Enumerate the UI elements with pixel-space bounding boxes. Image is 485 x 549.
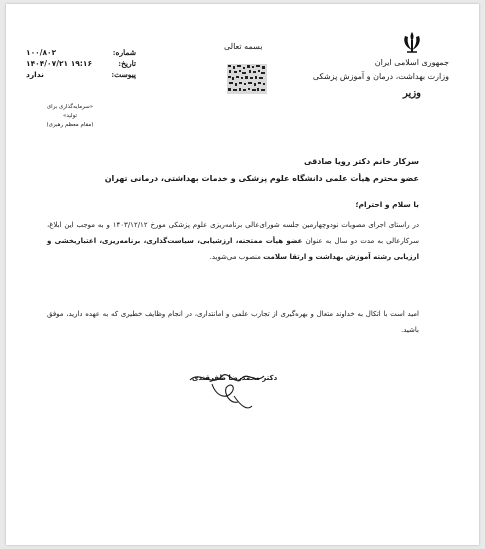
letter-date-label: تاریخ: — [118, 59, 136, 68]
letter-date-row — [26, 58, 136, 69]
barcode-icon — [227, 64, 267, 94]
letter-number-row — [26, 47, 136, 58]
body-text-part1: در راستای اجرای مصوبات نودوچهارمین جلسه شورای‌عالی برنامه‌ریزی علوم پزشکی مورخ ۱۴۰۳/۱۲/۱۲ و به موجب این ابلاغ، سرکارعالی به مدت دو سال به عنوان — [47, 221, 419, 245]
signer-name: دکتر محمدرضا ظفرقندی — [192, 374, 278, 382]
ministry-name-line1: جمهوری اسلامی ایران — [374, 58, 449, 67]
ministry-name-line2: وزارت بهداشت، درمان و آموزش پزشکی — [312, 72, 449, 81]
bismillah-header: بسمه تعالی — [224, 42, 263, 51]
year-slogan — [40, 103, 100, 130]
body-text-part2: منصوب می‌شوید. — [209, 253, 264, 261]
body-paragraph-1 — [47, 217, 419, 265]
minister-title: وزیر — [403, 88, 421, 99]
letter-attachment-label: پیوست: — [111, 70, 136, 79]
salutation: با سلام و احترام؛ — [355, 200, 419, 209]
body-text-role: عضو هیأت ممتحنه، ارزشیابی، سیاست‌گذاری، برنامه‌ریزی، اعتباربخشی و ارزیابی رشته آموزش بهداشت و ارتقا سلامت — [47, 237, 419, 261]
iran-emblem-icon — [401, 30, 423, 54]
addressee-name: سرکار خانم دکتر رویا صادقی — [303, 157, 419, 166]
letter-number-value: ۱۰۰/۸۰۲ — [26, 48, 57, 57]
letter-date-value: ۱۴۰۴/۰۷/۲۱ ۱۹:۱۶ — [26, 59, 93, 68]
year-slogan-attribution: (مقام معظم رهبری) — [46, 122, 94, 128]
body-paragraph-2: امید است با اتکال به خداوند متعال و بهره‌گیری از تجارب علمی و امانتداری، در انجام وظایف خطیری که به عهده دارید، موفق باشید. — [47, 310, 419, 334]
letter-number-label: شماره: — [112, 48, 136, 57]
addressee-position: عضو محترم هیأت علمی دانشگاه علوم پزشکی و خدمات بهداشتی، درمانی تهران — [104, 174, 419, 183]
letter-page — [6, 4, 479, 545]
letter-attachment-row — [26, 69, 136, 80]
year-slogan-text: «سرمایه‌گذاری برای تولید» — [46, 104, 94, 119]
letter-metadata — [26, 47, 136, 80]
letter-attachment-value: ندارد — [26, 70, 44, 79]
